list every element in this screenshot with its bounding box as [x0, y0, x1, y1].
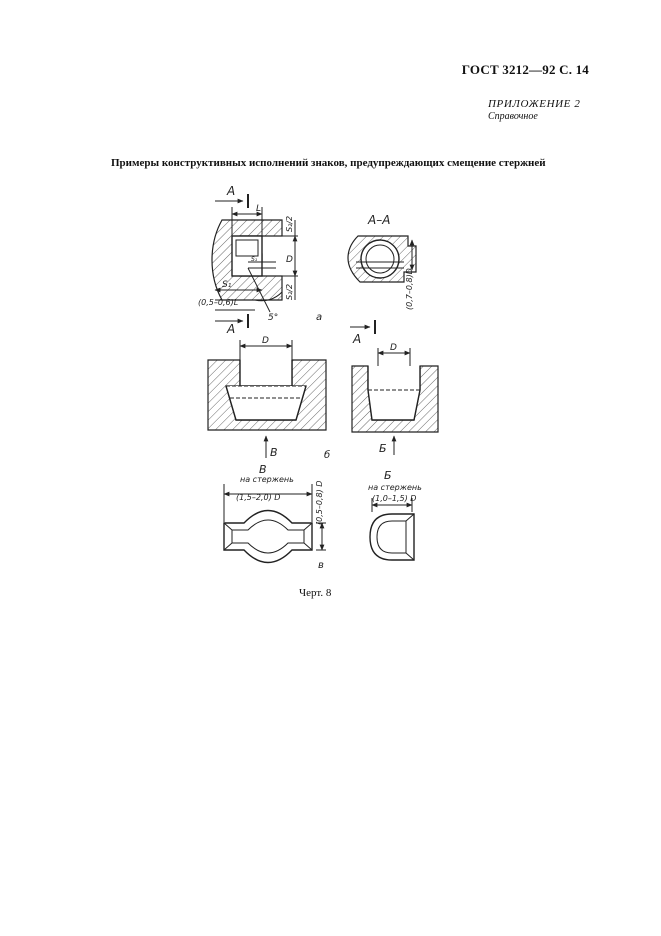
on-core-left-label: на стержень — [240, 475, 294, 484]
d-b-right-label: D — [390, 343, 397, 353]
s1-label: S₁ — [222, 280, 232, 290]
view-b-label: Б — [384, 469, 392, 482]
ratio-10-15-label: (1,0–1,5) D — [372, 494, 417, 503]
arrow-b-label: Б — [379, 442, 387, 455]
section-a-a-title: А–А — [368, 213, 391, 227]
view-b-plan — [370, 498, 414, 560]
s1-small-label: S₁ — [251, 256, 258, 263]
variant-v-label: в — [318, 560, 324, 571]
appendix-label: ПРИЛОЖЕНИЕ 2 — [488, 98, 581, 110]
appendix-note: Справочное — [488, 111, 538, 122]
document-reference: ГОСТ 3212—92 С. 14 — [461, 62, 589, 77]
variant-a-label: а — [316, 312, 323, 323]
section-mark-a: А — [227, 184, 236, 198]
variant-b-right-view — [352, 348, 438, 455]
section-mark-a-right: А — [353, 332, 362, 346]
arrow-v-label: В — [270, 446, 278, 459]
variant-b-left-view — [208, 340, 326, 458]
ratio-05-08-label: (0,5–0,8) D — [315, 480, 324, 525]
d-b-left-label: D — [262, 336, 269, 346]
figure-title: Примеры конструктивных исполнений знаков, предупреждающих смещение стержней — [111, 157, 546, 169]
section-mark-a-lower: А — [227, 322, 236, 336]
ratio-07-08-label: (0,7–0,8)D — [405, 268, 414, 310]
view-v-label: В — [259, 463, 267, 476]
length-l-label: L — [256, 204, 262, 214]
s2-half-top-label: S₂/2 — [285, 215, 294, 232]
ratio-15-20-label: (1,5–2,0) D — [236, 493, 281, 502]
figure-caption: Черт. 8 — [299, 587, 332, 599]
d-main-label: D — [286, 255, 293, 265]
variant-b-label: б — [324, 450, 331, 461]
angle-label: 5° — [268, 313, 279, 323]
s2-half-bottom-label: S₂/2 — [285, 283, 294, 300]
on-core-right-label: на стержень — [368, 483, 422, 492]
length-ratio-label: (0,5–0,6)L — [198, 298, 239, 307]
